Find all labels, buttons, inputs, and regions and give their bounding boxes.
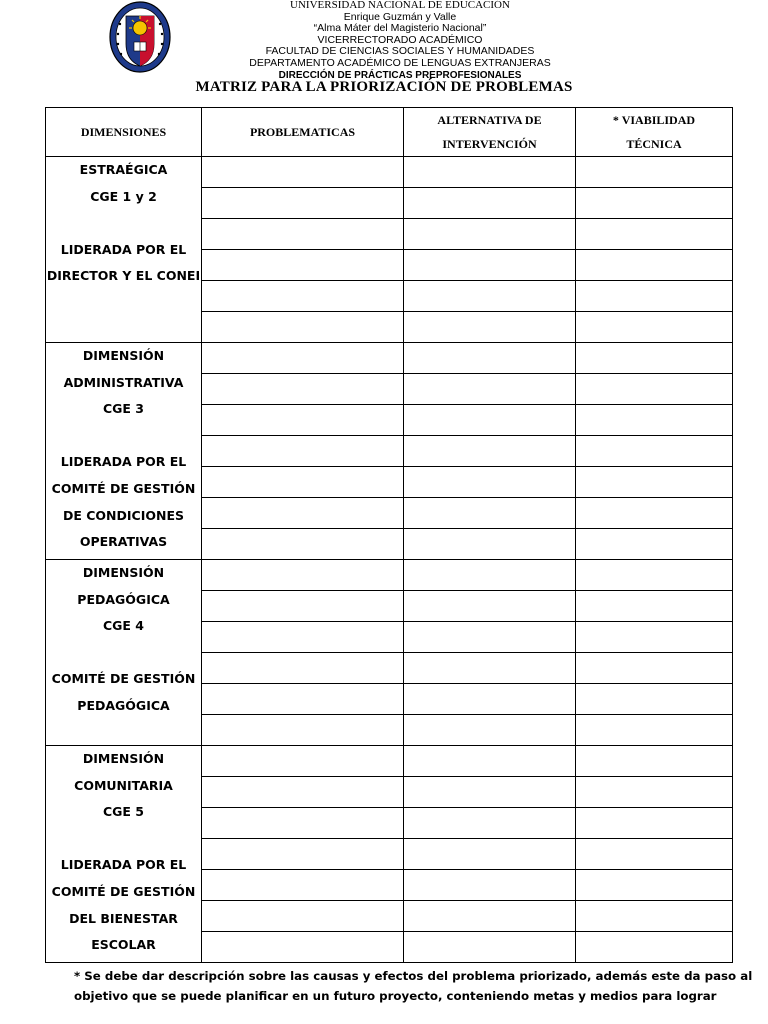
dimension-line <box>46 423 201 450</box>
alternativa-cell[interactable] <box>404 157 576 188</box>
viabilidad-cell[interactable] <box>576 157 733 188</box>
problematica-cell[interactable] <box>202 808 404 839</box>
alternativa-cell[interactable] <box>404 715 576 746</box>
header-problematicas: PROBLEMATICAS <box>202 108 404 157</box>
problematica-cell[interactable] <box>202 312 404 343</box>
dimension-line: COMITÉ DE GESTIÓN <box>51 671 196 687</box>
footnote <box>74 966 753 1006</box>
dimension-line: COMUNITARIA <box>74 777 173 793</box>
viabilidad-cell[interactable] <box>576 591 733 622</box>
vicerrectorado: VICERRECTORADO ACADÉMICO <box>317 33 483 46</box>
alternativa-cell[interactable] <box>404 777 576 808</box>
dimension-line <box>46 826 201 853</box>
problematica-cell[interactable] <box>202 932 404 963</box>
university-motto: “Alma Máter del Magisterio Nacional” <box>313 22 487 35</box>
viabilidad-cell[interactable] <box>576 622 733 653</box>
alternativa-cell[interactable] <box>404 746 576 777</box>
alternativa-cell[interactable] <box>404 405 576 436</box>
table-row <box>46 343 733 374</box>
viabilidad-cell[interactable] <box>576 746 733 777</box>
problematica-cell[interactable] <box>202 219 404 250</box>
problematica-cell[interactable] <box>202 653 404 684</box>
viabilidad-cell[interactable] <box>576 901 733 932</box>
problematica-cell[interactable] <box>202 374 404 405</box>
alternativa-cell[interactable] <box>404 653 576 684</box>
problematica-cell[interactable] <box>202 405 404 436</box>
problematica-cell[interactable] <box>202 281 404 312</box>
alternativa-cell[interactable] <box>404 281 576 312</box>
table-row <box>46 157 733 188</box>
dimension-cell <box>46 343 202 560</box>
alternativa-cell[interactable] <box>404 591 576 622</box>
table-row <box>46 746 733 777</box>
viabilidad-cell[interactable] <box>576 932 733 963</box>
viabilidad-cell[interactable] <box>576 498 733 529</box>
facultad: FACULTAD DE CIENCIAS SOCIALES Y HUMANIDADES <box>265 45 535 58</box>
problematica-cell[interactable] <box>202 157 404 188</box>
dimension-cell <box>46 560 202 746</box>
dimension-cell <box>46 746 202 963</box>
viabilidad-cell[interactable] <box>576 436 733 467</box>
footnote-line: * Se debe dar descripción sobre las causas y efectos del problema priorizado, además este da paso al <box>74 969 753 983</box>
departamento: DEPARTAMENTO ACADÉMICO DE LENGUAS EXTRANJERAS <box>249 56 551 69</box>
dimension-line: COMITÉ DE GESTIÓN <box>51 480 196 496</box>
viabilidad-cell[interactable] <box>576 684 733 715</box>
footnote-line: objetivo que se puede planificar en un futuro proyecto, conteniendo metas y medios para lograr <box>74 989 717 1003</box>
problematica-cell[interactable] <box>202 901 404 932</box>
viabilidad-cell[interactable] <box>576 808 733 839</box>
problematica-cell[interactable] <box>202 436 404 467</box>
header-alternativa: ALTERNATIVA DE INTERVENCIÓN <box>404 108 576 157</box>
problematica-cell[interactable] <box>202 591 404 622</box>
problematica-cell[interactable] <box>202 467 404 498</box>
alternativa-cell[interactable] <box>404 622 576 653</box>
viabilidad-cell[interactable] <box>576 405 733 436</box>
dimension-line: CGE 3 <box>102 401 145 417</box>
problematica-cell[interactable] <box>202 560 404 591</box>
document-title: MATRIZ PARA LA PRIORIZACIÓN DE PROBLEMAS <box>195 79 573 95</box>
problematica-cell[interactable] <box>202 498 404 529</box>
dimension-line: LIDERADA POR EL <box>60 857 187 873</box>
dimension-line: PEDAGÓGICA <box>77 697 170 713</box>
viabilidad-cell[interactable] <box>576 312 733 343</box>
dimension-line: CGE 5 <box>102 804 145 820</box>
alternativa-cell[interactable] <box>404 498 576 529</box>
header-dimensiones: DIMENSIONES <box>46 108 202 157</box>
problematica-cell[interactable] <box>202 715 404 746</box>
problematica-cell[interactable] <box>202 839 404 870</box>
direccion: DIRECCIÓN DE PRÁCTICAS PREPROFESIONALES <box>278 69 522 81</box>
alternativa-cell[interactable] <box>404 219 576 250</box>
dimension-line: CGE 4 <box>102 618 145 634</box>
alternativa-cell[interactable] <box>404 467 576 498</box>
viabilidad-cell[interactable] <box>576 777 733 808</box>
dimension-line: LIDERADA POR EL <box>60 241 187 257</box>
alternativa-cell[interactable] <box>404 312 576 343</box>
dimension-line: DIMENSIÓN <box>82 751 165 766</box>
viabilidad-cell[interactable] <box>576 560 733 591</box>
alternativa-cell[interactable] <box>404 436 576 467</box>
table-header-row <box>46 108 733 157</box>
dimension-line: PEDAGÓGICA <box>77 591 170 607</box>
viabilidad-cell[interactable] <box>576 219 733 250</box>
table-row <box>46 560 733 591</box>
problematica-cell[interactable] <box>202 777 404 808</box>
dimension-line: OPERATIVAS <box>79 534 168 550</box>
viabilidad-cell[interactable] <box>576 715 733 746</box>
university-subtitle: Enrique Guzmán y Valle <box>343 10 457 23</box>
problematica-cell[interactable] <box>202 343 404 374</box>
alternativa-cell[interactable] <box>404 188 576 219</box>
dimension-line: DIRECTOR Y EL CONEI <box>46 268 201 284</box>
dimension-cell <box>46 157 202 343</box>
viabilidad-cell[interactable] <box>576 374 733 405</box>
header-viabilidad: * VIABILIDAD TÉCNICA <box>576 108 733 157</box>
problematica-cell[interactable] <box>202 188 404 219</box>
viabilidad-cell[interactable] <box>576 839 733 870</box>
dimension-line: ESCOLAR <box>91 937 156 953</box>
viabilidad-cell[interactable] <box>576 467 733 498</box>
viabilidad-cell[interactable] <box>576 343 733 374</box>
priority-matrix-table <box>45 107 733 963</box>
alternativa-cell[interactable] <box>404 808 576 839</box>
viabilidad-cell[interactable] <box>576 250 733 281</box>
alternativa-cell[interactable] <box>404 901 576 932</box>
dimension-line <box>46 640 201 667</box>
dimension-line: LIDERADA POR EL <box>60 454 187 470</box>
problematica-cell[interactable] <box>202 622 404 653</box>
university-header <box>90 0 710 81</box>
problematica-cell[interactable] <box>202 529 404 560</box>
alternativa-cell[interactable] <box>404 560 576 591</box>
dimension-line: COMITÉ DE GESTIÓN <box>51 883 196 899</box>
dimension-line: ADMINISTRATIVA <box>63 374 184 390</box>
dimension-line: CGE 1 y 2 <box>90 188 157 204</box>
university-name: UNIVERSIDAD NACIONAL DE EDUCACIÓN <box>290 0 510 11</box>
alternativa-cell[interactable] <box>404 529 576 560</box>
viabilidad-cell[interactable] <box>576 188 733 219</box>
viabilidad-cell[interactable] <box>576 529 733 560</box>
dimension-line: DIMENSIÓN <box>82 348 165 363</box>
dimension-line: DIMENSIÓN <box>82 565 165 580</box>
dimension-line: ESTRAÉGICA <box>79 162 168 177</box>
dimension-line: DEL BIENESTAR <box>69 910 178 926</box>
alternativa-cell[interactable] <box>404 374 576 405</box>
viabilidad-cell[interactable] <box>576 281 733 312</box>
alternativa-cell[interactable] <box>404 839 576 870</box>
problematica-cell[interactable] <box>202 250 404 281</box>
alternativa-cell[interactable] <box>404 684 576 715</box>
alternativa-cell[interactable] <box>404 932 576 963</box>
problematica-cell[interactable] <box>202 684 404 715</box>
alternativa-cell[interactable] <box>404 343 576 374</box>
problematica-cell[interactable] <box>202 870 404 901</box>
alternativa-cell[interactable] <box>404 870 576 901</box>
alternativa-cell[interactable] <box>404 250 576 281</box>
viabilidad-cell[interactable] <box>576 653 733 684</box>
viabilidad-cell[interactable] <box>576 870 733 901</box>
dimension-line: DE CONDICIONES <box>62 507 184 523</box>
problematica-cell[interactable] <box>202 746 404 777</box>
dimension-line <box>46 210 201 237</box>
